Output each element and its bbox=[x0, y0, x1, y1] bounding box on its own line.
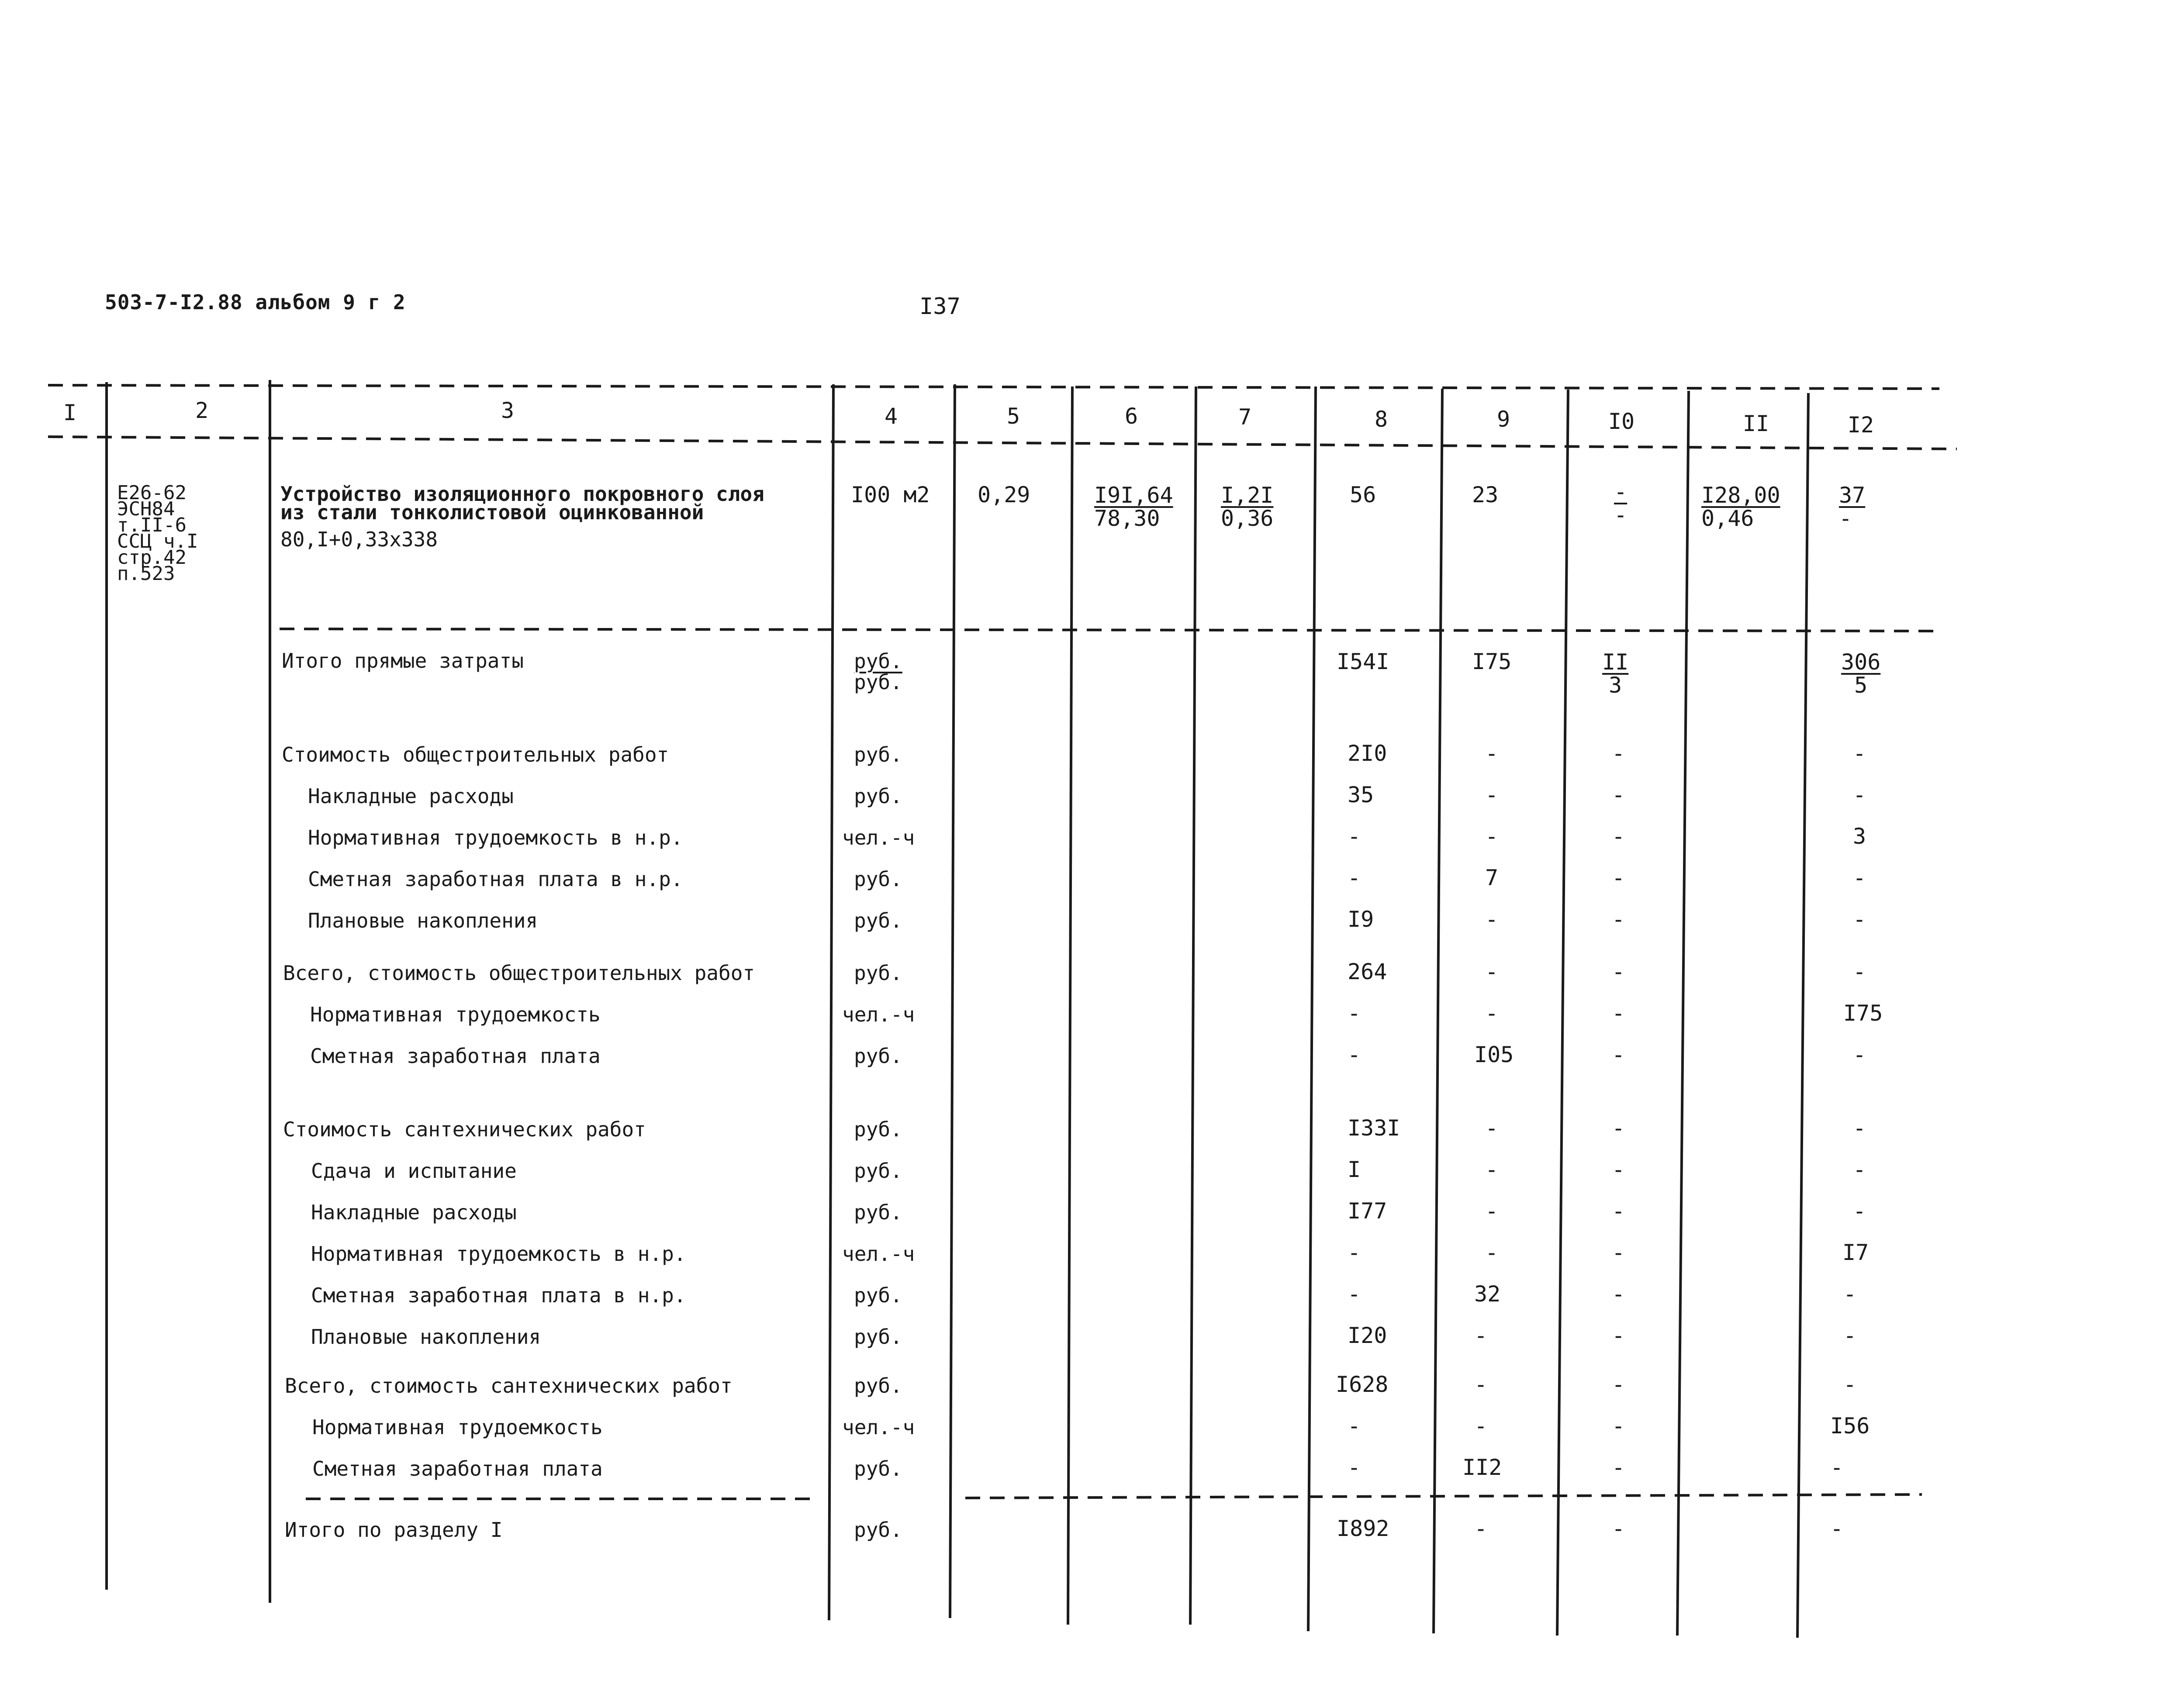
row-col8: - bbox=[1348, 1042, 1361, 1067]
row-col9: 7 bbox=[1485, 865, 1499, 890]
row-col9: II2 bbox=[1462, 1455, 1502, 1480]
row-label: Накладные расходы bbox=[311, 1201, 517, 1224]
row-col10: - bbox=[1612, 1001, 1625, 1026]
row-col12: 3 bbox=[1853, 824, 1866, 849]
row-label: Сметная заработная плата bbox=[312, 1457, 603, 1480]
row-col8: - bbox=[1348, 1240, 1361, 1265]
row-col8: - bbox=[1348, 1001, 1361, 1026]
section-total-label: Итого по разделу I bbox=[285, 1518, 503, 1542]
row-col10: - bbox=[1612, 865, 1625, 890]
row-col8: - bbox=[1348, 1455, 1361, 1480]
row-unit: руб. bbox=[854, 909, 902, 932]
item-unit: I00 м2 bbox=[851, 482, 930, 507]
row-col12: - bbox=[1853, 865, 1866, 890]
document-code: 503-7-I2.88 альбом 9 г 2 bbox=[105, 290, 406, 314]
row-unit: руб. bbox=[854, 1044, 902, 1068]
item-col11: $\frac{I28,00}{0,46}$ bbox=[1701, 483, 1780, 531]
row-col10: - bbox=[1612, 1157, 1625, 1182]
row-label: Накладные расходы bbox=[308, 784, 514, 808]
row-col9: - bbox=[1485, 1157, 1499, 1182]
row-col12: - bbox=[1853, 1042, 1866, 1067]
row-col10: - bbox=[1612, 1413, 1625, 1439]
row-col8: I628 bbox=[1336, 1372, 1389, 1397]
column-header-4: 4 bbox=[884, 404, 898, 429]
row-col10: - bbox=[1612, 1115, 1625, 1141]
row-label: Нормативная трудоемкость bbox=[310, 1003, 601, 1026]
row-col12: - bbox=[1853, 1198, 1866, 1224]
row-unit: чел.-ч bbox=[842, 1242, 915, 1266]
column-header-8: 8 bbox=[1374, 407, 1388, 432]
row-col9: - bbox=[1485, 782, 1499, 808]
row-unit: чел.-ч bbox=[842, 1003, 915, 1026]
row-unit: руб. bbox=[854, 1457, 902, 1480]
item-col9: 23 bbox=[1472, 482, 1499, 507]
row-col10: - bbox=[1612, 782, 1625, 808]
row-col12: - bbox=[1843, 1323, 1857, 1348]
row-unit: руб. bbox=[854, 1374, 902, 1398]
row-col9: - bbox=[1485, 824, 1499, 849]
row-col8: 35 bbox=[1348, 782, 1374, 808]
item-description: Устройство изоляционного покровного слоя из стали тонколистовой оцинкованной 80,I+0,33х338 bbox=[280, 482, 764, 551]
row-unit: руб. bbox=[854, 1118, 902, 1141]
row-col12: - bbox=[1853, 782, 1866, 808]
row-unit: руб. bbox=[854, 867, 902, 891]
row-col9: - bbox=[1474, 1323, 1488, 1348]
row-col10: - bbox=[1612, 741, 1625, 766]
row-col8: - bbox=[1348, 824, 1361, 849]
row-col8: - bbox=[1348, 1281, 1361, 1307]
row-unit: руб. bbox=[854, 1201, 902, 1224]
item-col12: 37 - bbox=[1839, 483, 1866, 531]
row-col8: I9 bbox=[1348, 907, 1374, 932]
row-unit: руб. bbox=[854, 743, 902, 766]
row-col12: - bbox=[1853, 741, 1866, 766]
row-col9: - bbox=[1485, 1115, 1499, 1141]
row-col9: 32 bbox=[1474, 1281, 1501, 1307]
row-col9: - bbox=[1485, 907, 1499, 932]
item-col10: - - bbox=[1614, 479, 1628, 528]
row-col8: 2I0 bbox=[1348, 741, 1387, 766]
item-code: Е26-62 ЭСН84 т.II-6 ССЦ ч.I стр.42 п.523 bbox=[117, 482, 198, 585]
column-header-6: 6 bbox=[1124, 404, 1138, 429]
direct-costs-col12: $\frac{306}{5}$ bbox=[1841, 649, 1881, 698]
row-label: Всего, стоимость сантехнических работ bbox=[285, 1374, 733, 1398]
row-col8: - bbox=[1348, 865, 1361, 890]
row-col10: - bbox=[1612, 824, 1625, 849]
row-col9: - bbox=[1485, 1240, 1499, 1265]
row-col10: - bbox=[1612, 1281, 1625, 1307]
section-total-col10: - bbox=[1612, 1516, 1625, 1541]
row-label: Сметная заработная плата bbox=[310, 1044, 601, 1068]
row-col10: - bbox=[1612, 1240, 1625, 1265]
row-col12: - bbox=[1830, 1455, 1844, 1480]
direct-costs-col10: $\frac{II}{3}$ bbox=[1602, 649, 1629, 698]
row-col12: - bbox=[1853, 1157, 1866, 1182]
row-col8: I77 bbox=[1348, 1198, 1387, 1224]
row-col12: - bbox=[1853, 959, 1866, 984]
direct-costs-col9: I75 bbox=[1472, 649, 1512, 674]
row-col10: - bbox=[1612, 1372, 1625, 1397]
row-label: Сметная заработная плата в н.р. bbox=[308, 867, 683, 891]
direct-costs-unit: руб. руб. bbox=[854, 649, 902, 694]
row-label: Нормативная трудоемкость в н.р. bbox=[311, 1242, 686, 1266]
section-total-col12: - bbox=[1830, 1516, 1844, 1541]
row-col10: - bbox=[1612, 1198, 1625, 1224]
row-col9: - bbox=[1485, 1198, 1499, 1224]
row-col12: - bbox=[1843, 1281, 1857, 1307]
row-label: Сметная заработная плата в н.р. bbox=[311, 1284, 686, 1307]
row-col12: - bbox=[1853, 907, 1866, 932]
column-header-2: 2 bbox=[195, 398, 209, 423]
row-col8: - bbox=[1348, 1413, 1361, 1439]
section-total-col9: - bbox=[1474, 1516, 1488, 1541]
row-label: Плановые накопления bbox=[311, 1325, 541, 1349]
row-col8: I bbox=[1348, 1157, 1361, 1182]
column-header-3: 3 bbox=[501, 398, 515, 423]
row-col8: I20 bbox=[1348, 1323, 1387, 1348]
row-col8: 264 bbox=[1348, 959, 1387, 984]
row-col9: I05 bbox=[1474, 1042, 1514, 1067]
row-col9: - bbox=[1474, 1372, 1488, 1397]
row-col8: I33I bbox=[1348, 1115, 1400, 1141]
row-col10: - bbox=[1612, 1042, 1625, 1067]
row-label: Нормативная трудоемкость в н.р. bbox=[308, 826, 683, 849]
row-label: Плановые накопления bbox=[308, 909, 538, 932]
row-col10: - bbox=[1612, 1323, 1625, 1348]
row-unit: руб. bbox=[854, 1325, 902, 1349]
column-header-1: I bbox=[63, 400, 77, 425]
section-total-unit: руб. bbox=[854, 1518, 902, 1542]
row-label: Сдача и испытание bbox=[311, 1159, 517, 1183]
row-col9: - bbox=[1485, 1001, 1499, 1026]
row-col12: I75 bbox=[1843, 1001, 1883, 1026]
direct-costs-col8: I54I bbox=[1337, 649, 1389, 674]
row-col12: - bbox=[1853, 1115, 1866, 1141]
row-label: Нормативная трудоемкость bbox=[312, 1415, 603, 1439]
column-header-10: I0 bbox=[1608, 409, 1635, 434]
row-unit: руб. bbox=[854, 1159, 902, 1183]
row-unit: руб. bbox=[854, 961, 902, 985]
row-label: Стоимость общестроительных работ bbox=[282, 743, 669, 766]
row-col9: - bbox=[1485, 741, 1499, 766]
item-quantity: 0,29 bbox=[978, 482, 1030, 507]
row-col9: - bbox=[1485, 959, 1499, 984]
item-col6: $\frac{I9I,64}{78,30}$ bbox=[1094, 483, 1173, 531]
row-label: Всего, стоимость общестроительных работ bbox=[283, 961, 755, 985]
section-total-col8: I892 bbox=[1337, 1516, 1389, 1541]
column-header-5: 5 bbox=[1006, 404, 1020, 429]
column-header-12: I2 bbox=[1847, 412, 1874, 438]
page-number: I37 bbox=[919, 293, 961, 320]
column-header-7: 7 bbox=[1238, 404, 1252, 430]
row-unit: руб. bbox=[854, 1284, 902, 1307]
item-col7: $\frac{I,2I}{0,36}$ bbox=[1221, 483, 1274, 531]
row-col12: - bbox=[1843, 1372, 1857, 1397]
row-col12: I56 bbox=[1830, 1413, 1870, 1439]
row-unit: руб. bbox=[854, 784, 902, 808]
row-col12: I7 bbox=[1842, 1240, 1869, 1265]
item-col8: 56 bbox=[1350, 482, 1376, 507]
direct-costs-label: Итого прямые затраты bbox=[282, 649, 524, 673]
column-header-11: II bbox=[1742, 411, 1769, 436]
row-col10: - bbox=[1612, 907, 1625, 932]
column-header-9: 9 bbox=[1496, 407, 1510, 432]
row-label: Стоимость сантехнических работ bbox=[283, 1118, 646, 1141]
row-unit: чел.-ч bbox=[842, 1415, 915, 1439]
row-col10: - bbox=[1612, 959, 1625, 984]
row-col9: - bbox=[1474, 1413, 1488, 1439]
row-col10: - bbox=[1612, 1455, 1625, 1480]
row-unit: чел.-ч bbox=[842, 826, 915, 849]
